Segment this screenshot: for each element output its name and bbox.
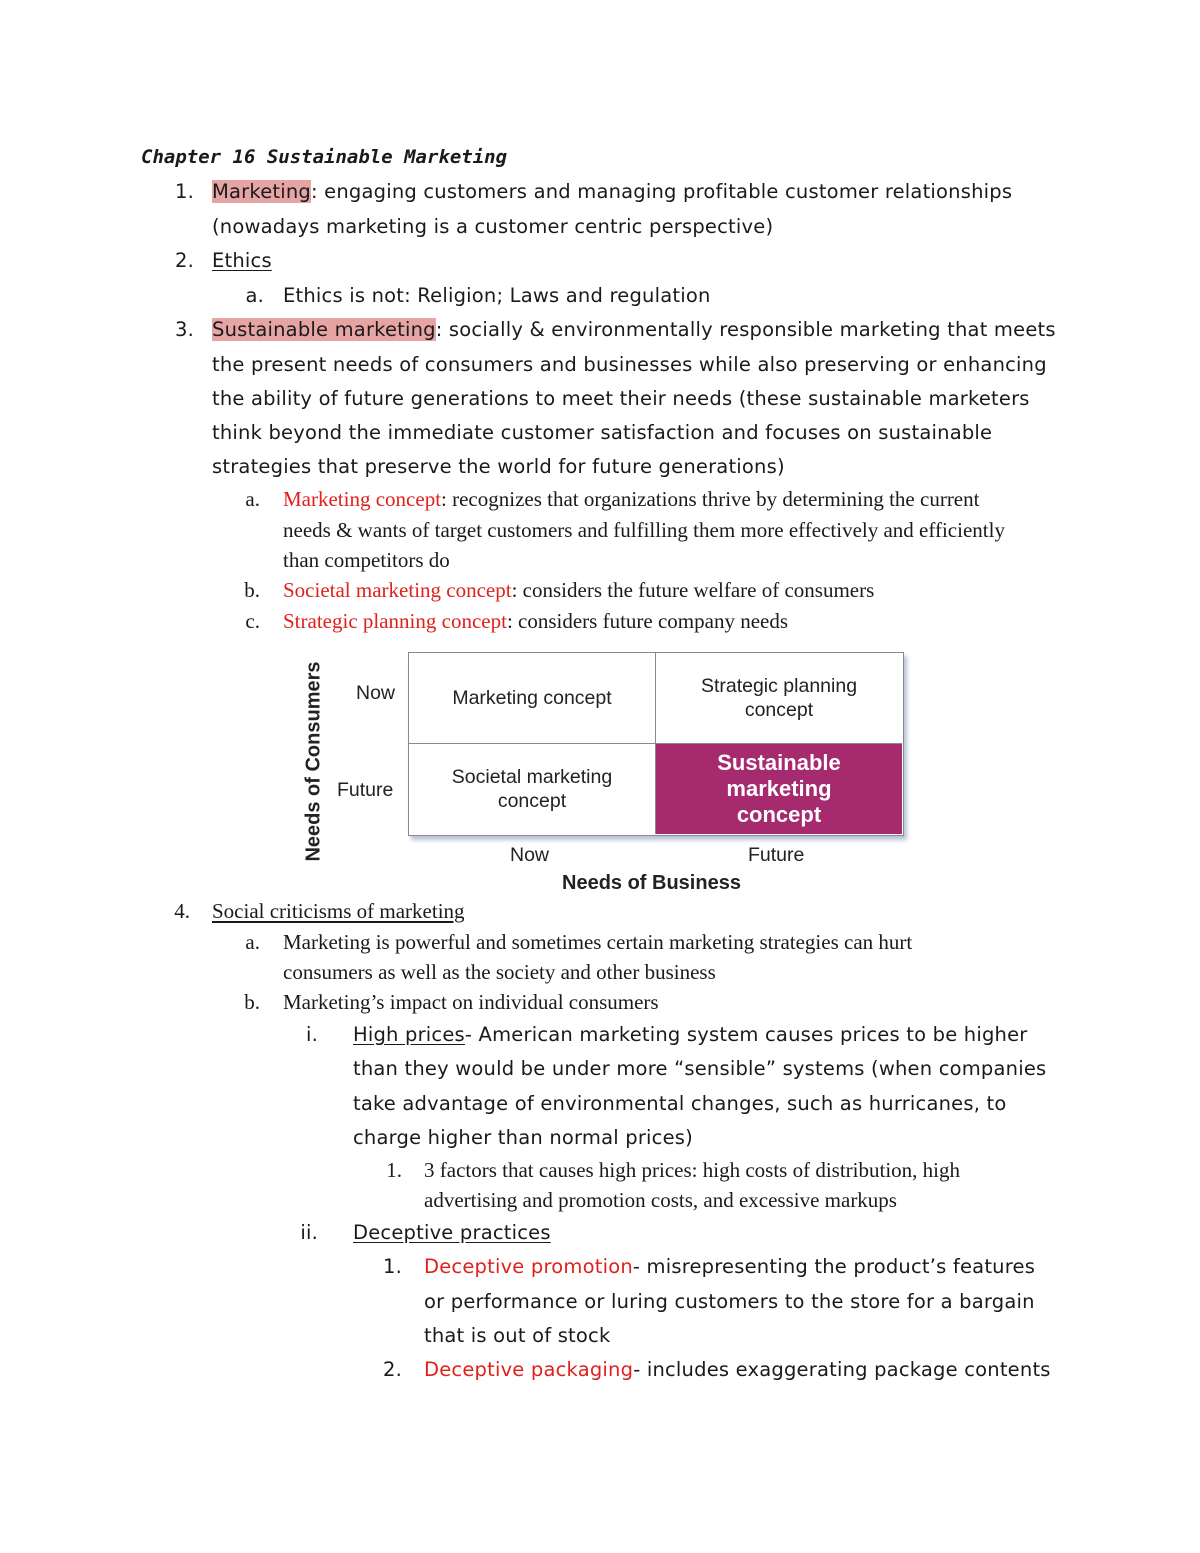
definition-text: think beyond the immediate customer satisfaction and focuses on sustainable: [212, 421, 993, 444]
list-letter: c.: [245, 609, 260, 633]
definition-text: than competitors do: [283, 548, 450, 572]
col-label-future: Future: [748, 844, 805, 866]
definition-text: consumers as well as the society and other business: [283, 960, 716, 984]
col-label-now: Now: [510, 844, 550, 866]
list-number: 4.: [174, 899, 190, 923]
definition-text: : considers the future welfare of consumers: [511, 578, 875, 602]
term-societal-marketing-concept: Societal marketing concept: [283, 578, 512, 602]
list-letter: a.: [245, 930, 260, 954]
definition-text: that is out of stock: [424, 1324, 611, 1347]
definition-text: - misrepresenting the product’s features: [632, 1255, 1036, 1278]
list-number: 2.: [382, 1358, 402, 1381]
definition-text: : engaging customers and managing profitable customer relationships: [311, 180, 1013, 203]
definition-text: Marketing is powerful and sometimes certain marketing strategies can hurt: [283, 930, 913, 954]
term-high-prices: High prices: [353, 1023, 465, 1046]
term-social-criticisms: Social criticisms of marketing: [212, 899, 465, 923]
definition-text: Marketing’s impact on individual consumers: [283, 990, 659, 1014]
list-number: 1.: [174, 180, 194, 203]
list-letter: a.: [245, 284, 264, 307]
definition-text: charge higher than normal prices): [353, 1126, 693, 1149]
list-roman: ii.: [300, 1221, 318, 1244]
definition-text: advertising and promotion costs, and excessive markups: [424, 1188, 897, 1212]
row-label-now: Now: [356, 682, 396, 704]
row-label-future: Future: [337, 779, 394, 801]
term-deceptive-practices: Deceptive practices: [353, 1221, 551, 1244]
x-axis-label: Needs of Business: [562, 872, 741, 894]
cell-strategic-planning-concept: Strategic planning concept: [656, 653, 902, 744]
page-title: Chapter 16 Sustainable Marketing: [141, 146, 508, 168]
cell-societal-marketing-concept: Societal marketing concept: [409, 744, 656, 834]
definition-text: : recognizes that organizations thrive by determining the current: [441, 487, 980, 511]
definition-text: needs & wants of target customers and fulfilling them more effectively and efficiently: [283, 518, 1005, 542]
list-letter: a.: [245, 487, 260, 511]
subitem-high-prices: [353, 1023, 1028, 1046]
cell-marketing-concept: Marketing concept: [409, 653, 656, 744]
matrix-grid: [408, 652, 904, 836]
definition-text: Ethics is not: Religion; Laws and regulation: [283, 284, 711, 307]
term-marketing-concept: Marketing concept: [283, 487, 442, 511]
definition-text: take advantage of environmental changes, such as hurricanes, to: [353, 1092, 1007, 1115]
list-letter: b.: [244, 578, 260, 602]
list-number: 1.: [382, 1255, 402, 1278]
list-roman: i.: [305, 1023, 318, 1046]
list-number: 2.: [174, 249, 194, 272]
term-deceptive-packaging: Deceptive packaging: [424, 1358, 634, 1381]
cell-sustainable-marketing-concept: Sustainable marketing concept: [656, 744, 902, 834]
concept-matrix-diagram: [296, 634, 916, 896]
concept-societal: [283, 578, 874, 603]
list-letter: b.: [244, 990, 260, 1014]
definition-text: the ability of future generations to meet their needs (these sustainable marketers: [212, 387, 1030, 410]
list-item-sustainable-marketing: [212, 318, 1056, 341]
definition-text: : considers future company needs: [506, 609, 789, 633]
definition-text: 3 factors that causes high prices: high costs of distribution, high: [424, 1158, 960, 1182]
definition-text: the present needs of consumers and businesses while also preserving or enhancing: [212, 353, 1047, 376]
term-deceptive-promotion: Deceptive promotion: [424, 1255, 633, 1278]
definition-text: than they would be under more “sensible” systems (when companies: [353, 1057, 1047, 1080]
term-sustainable-marketing: Sustainable marketing: [212, 318, 436, 341]
definition-text: strategies that preserve the world for future generations): [212, 455, 785, 478]
term-ethics: Ethics: [212, 249, 272, 272]
subitem-deceptive-packaging: [424, 1358, 1051, 1381]
list-item-marketing: [212, 180, 1012, 203]
term-marketing: Marketing: [212, 180, 311, 203]
concept-marketing: [283, 487, 979, 512]
list-number: 3.: [174, 318, 194, 341]
definition-text: or performance or luring customers to the store for a bargain: [424, 1290, 1035, 1313]
subitem-deceptive-promotion: [424, 1255, 1035, 1278]
definition-text: : socially & environmentally responsible marketing that meets: [435, 318, 1056, 341]
definition-text: (nowadays marketing is a customer centric perspective): [212, 215, 774, 238]
y-axis-label: Needs of Consumers: [302, 661, 325, 862]
concept-strategic: [283, 609, 788, 634]
definition-text: - includes exaggerating package contents: [633, 1358, 1051, 1381]
list-number: 1.: [386, 1158, 402, 1182]
definition-text: - American marketing system causes prices to be higher: [464, 1023, 1028, 1046]
term-strategic-planning-concept: Strategic planning concept: [283, 609, 507, 633]
